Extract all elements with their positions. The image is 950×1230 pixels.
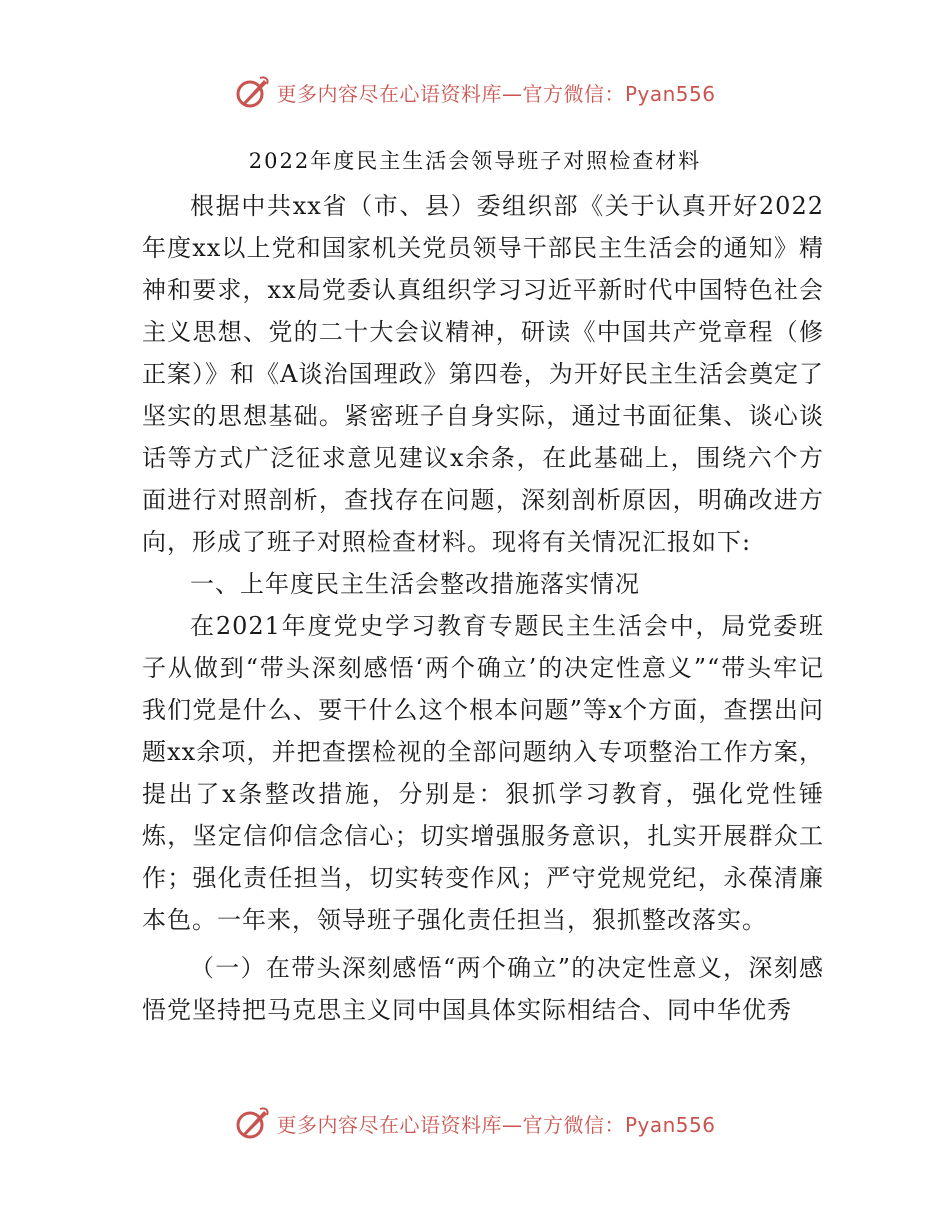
watermark-text: 更多内容尽在心语资料库—官方微信：Pyan556 xyxy=(276,1112,716,1137)
paragraph: 在2021年度党史学习教育专题民主生活会中，局党委班子从做到“带头深刻感悟‘两个确立’的决定性意义”“带头牢记我们党是什么、要干什么这个根本问题”等x个方面，查摆出问题xx余项，并把查摆检视的全部问题纳入专项整治工作方案，提出了x条整改措施，分别是：狠抓学习教育，强化党性锤炼，坚定信仰信念信心；切实增强服务意识，扎实开展群众工作；强化责任担当，切实转变作风；严守党规党纪，永葆清廉本色。一年来，领导班子强化责任担当，狠抓整改落实。 xyxy=(142,612,824,934)
paragraph: 根据中共xx省（市、县）委组织部《关于认真开好2022年度xx以上党和国家机关党员领导干部民主生活会的通知》精神和要求，xx局党委认真组织学习习近平新时代中国特色社会主义思想、党的二十大会议精神，研读《中国共产党章程（修正案）》和《A谈治国理政》第四卷，为开好民主生活会奠定了坚实的思想基础。紧密班子自身实际，通过书面征集、谈心谈话等方式广泛征求意见建议x余条，在此基础上，围绕六个方面进行对照剖析，查找存在问题，深刻剖析原因，明确改进方向，形成了班子对照检查材料。现将有关情况汇报如下: xyxy=(142,192,824,556)
quill-logo-icon xyxy=(234,1105,270,1141)
document-body xyxy=(142,185,824,1031)
document-title: 2022年度民主生活会领导班子对照检查材料 xyxy=(248,149,702,173)
quill-logo-icon xyxy=(234,74,270,110)
watermark-banner-top xyxy=(0,72,950,112)
paragraph: （一）在带头深刻感悟“两个确立”的决定性意义，深刻感悟党坚持把马克思主义同中国具体实际相结合、同中华优秀 xyxy=(142,954,824,1024)
watermark-text: 更多内容尽在心语资料库—官方微信：Pyan556 xyxy=(276,81,716,106)
watermark-banner-bottom xyxy=(0,1103,950,1143)
section-heading: 一、上年度民主生活会整改措施落实情况 xyxy=(190,570,640,598)
